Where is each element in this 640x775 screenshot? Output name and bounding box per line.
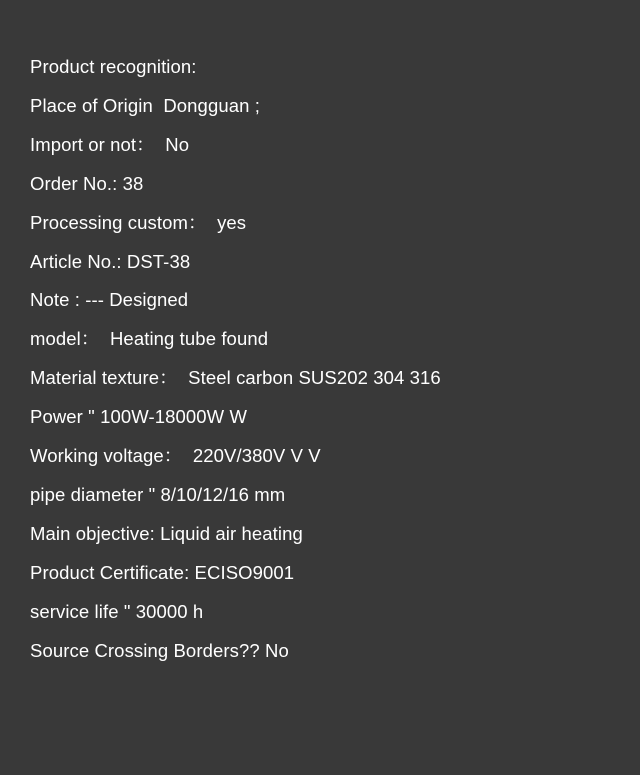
spec-line: model： Heating tube found — [30, 328, 269, 350]
specification-list — [30, 48, 610, 671]
spec-line: Place of Origin Dongguan ; — [30, 94, 260, 116]
spec-line: Processing custom： yes — [30, 211, 247, 233]
spec-line: Working voltage： 220V/380V V V — [30, 445, 321, 467]
spec-line: Power " 100W-18000W W — [30, 406, 248, 428]
spec-line: pipe diameter " 8/10/12/16 mm — [30, 483, 286, 505]
spec-line: Import or not： No — [30, 133, 190, 155]
spec-line: Main objective: Liquid air heating — [30, 522, 303, 544]
spec-line: Material texture： Steel carbon SUS202 304 316 — [30, 367, 441, 389]
spec-line: Article No.: DST-38 — [30, 250, 191, 272]
spec-line: Source Crossing Borders?? No — [30, 639, 289, 661]
spec-line: Note : --- Designed — [30, 289, 189, 311]
spec-line: Product Certificate: ECISO9001 — [30, 561, 295, 583]
spec-line: Order No.: 38 — [30, 172, 144, 194]
spec-line: Product recognition: — [30, 56, 197, 77]
spec-line: service life " 30000 h — [30, 600, 204, 622]
